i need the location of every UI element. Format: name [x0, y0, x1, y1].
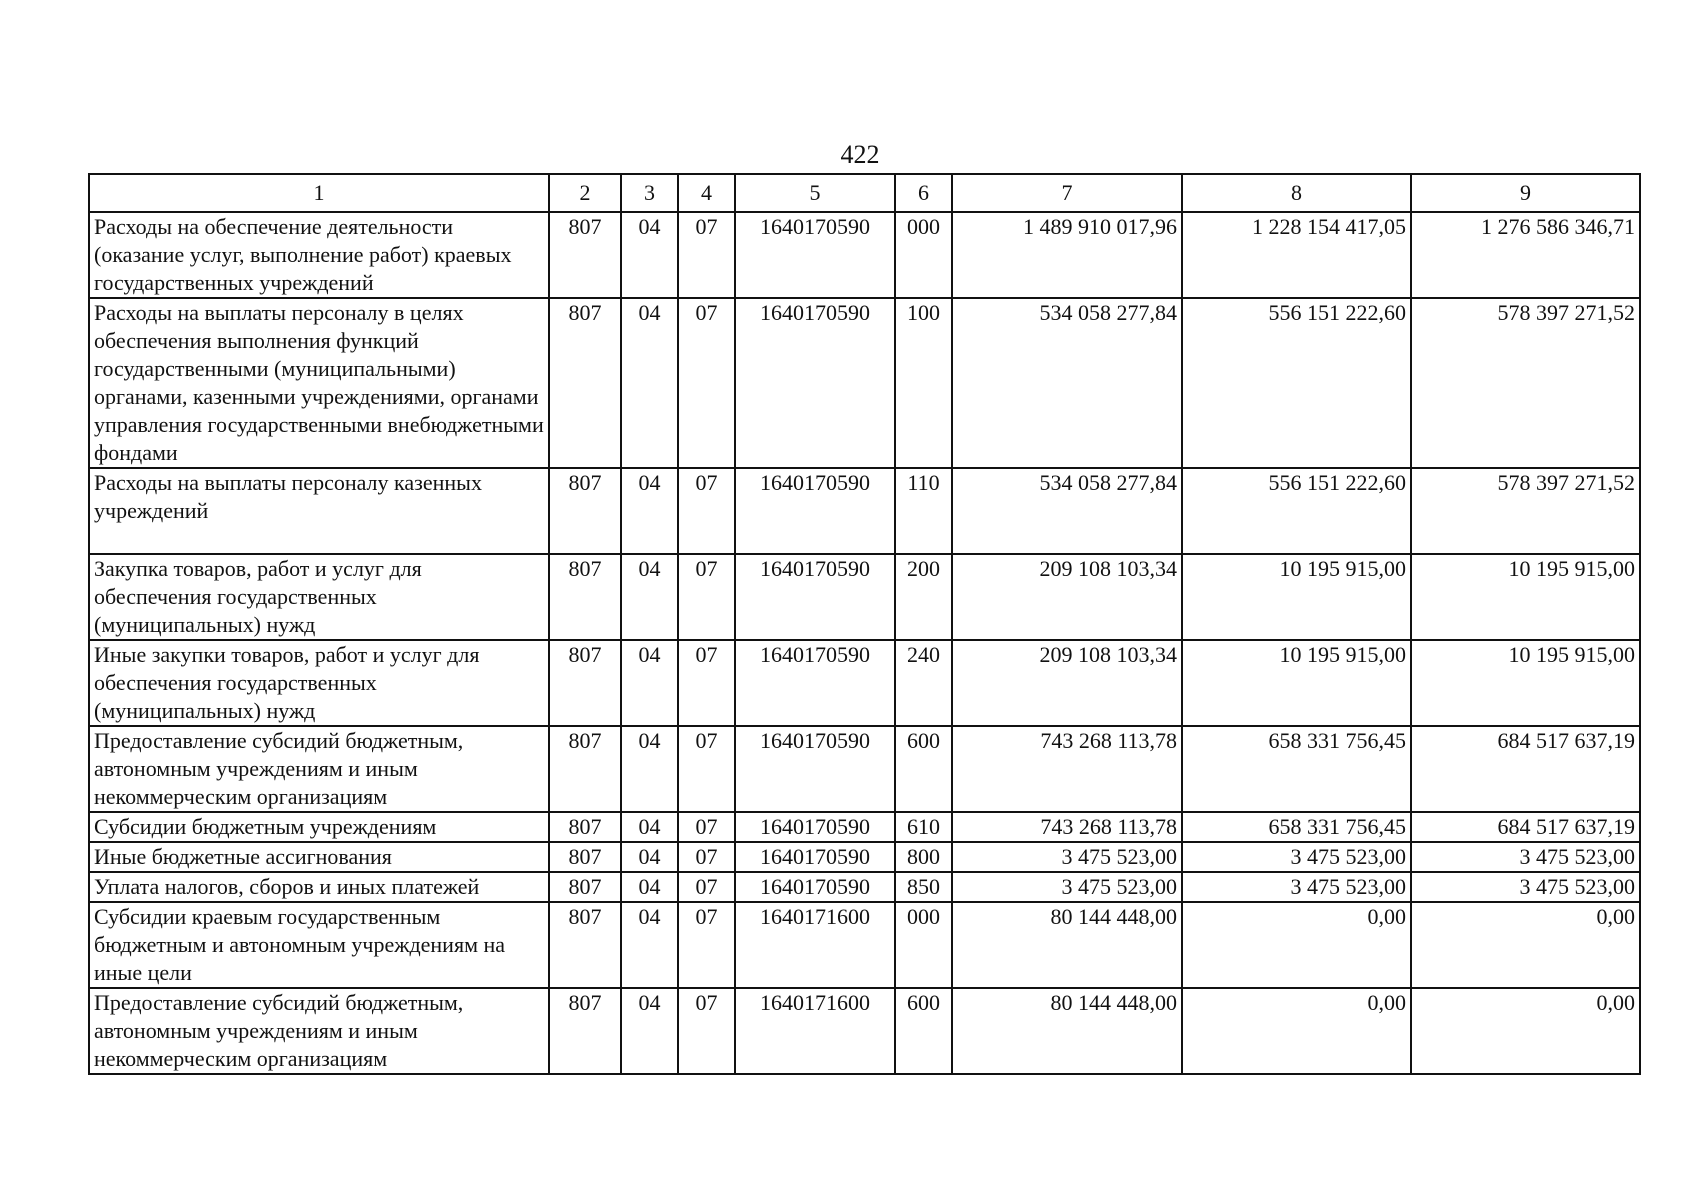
target-article-code: 1640170590	[735, 726, 895, 812]
target-article-code: 1640170590	[735, 640, 895, 726]
amount-col7: 534 058 277,84	[952, 468, 1182, 554]
section-code: 04	[621, 212, 678, 298]
amount-col9: 578 397 271,52	[1411, 298, 1640, 468]
column-header: 9	[1411, 174, 1640, 212]
column-header: 2	[549, 174, 621, 212]
amount-col8: 658 331 756,45	[1182, 812, 1411, 842]
table-row	[89, 726, 1640, 812]
amount-col8: 0,00	[1182, 988, 1411, 1074]
expense-type-code: 600	[895, 726, 952, 812]
target-article-code: 1640170590	[735, 842, 895, 872]
subsection-code: 07	[678, 298, 735, 468]
table-row	[89, 902, 1640, 988]
subsection-code: 07	[678, 726, 735, 812]
table-row	[89, 842, 1640, 872]
subsection-code: 07	[678, 212, 735, 298]
expense-type-code: 200	[895, 554, 952, 640]
target-article-code: 1640171600	[735, 988, 895, 1074]
expense-type-code: 000	[895, 902, 952, 988]
amount-col9: 1 276 586 346,71	[1411, 212, 1640, 298]
amount-col8: 3 475 523,00	[1182, 842, 1411, 872]
amount-col7: 3 475 523,00	[952, 872, 1182, 902]
amount-col9: 684 517 637,19	[1411, 812, 1640, 842]
expense-type-code: 110	[895, 468, 952, 554]
subsection-code: 07	[678, 872, 735, 902]
expense-type-code: 600	[895, 988, 952, 1074]
ministry-code: 807	[549, 872, 621, 902]
ministry-code: 807	[549, 812, 621, 842]
amount-col9: 0,00	[1411, 988, 1640, 1074]
amount-col8: 0,00	[1182, 902, 1411, 988]
ministry-code: 807	[549, 298, 621, 468]
budget-table	[88, 173, 1641, 1075]
row-description: Иные бюджетные ассигнования	[89, 842, 549, 872]
target-article-code: 1640170590	[735, 872, 895, 902]
subsection-code: 07	[678, 468, 735, 554]
amount-col9: 0,00	[1411, 902, 1640, 988]
section-code: 04	[621, 468, 678, 554]
section-code: 04	[621, 640, 678, 726]
ministry-code: 807	[549, 468, 621, 554]
column-header: 6	[895, 174, 952, 212]
amount-col7: 209 108 103,34	[952, 640, 1182, 726]
column-header: 4	[678, 174, 735, 212]
column-header: 1	[89, 174, 549, 212]
section-code: 04	[621, 554, 678, 640]
expense-type-code: 000	[895, 212, 952, 298]
column-header: 7	[952, 174, 1182, 212]
amount-col7: 3 475 523,00	[952, 842, 1182, 872]
column-header: 8	[1182, 174, 1411, 212]
amount-col8: 658 331 756,45	[1182, 726, 1411, 812]
amount-col7: 743 268 113,78	[952, 726, 1182, 812]
amount-col9: 684 517 637,19	[1411, 726, 1640, 812]
target-article-code: 1640170590	[735, 212, 895, 298]
amount-col8: 10 195 915,00	[1182, 640, 1411, 726]
expense-type-code: 800	[895, 842, 952, 872]
target-article-code: 1640170590	[735, 554, 895, 640]
amount-col9: 3 475 523,00	[1411, 872, 1640, 902]
table-row	[89, 812, 1640, 842]
amount-col7: 743 268 113,78	[952, 812, 1182, 842]
amount-col9: 10 195 915,00	[1411, 640, 1640, 726]
table-header-row	[89, 174, 1640, 212]
row-description: Субсидии бюджетным учреждениям	[89, 812, 549, 842]
amount-col8: 3 475 523,00	[1182, 872, 1411, 902]
amount-col9: 3 475 523,00	[1411, 842, 1640, 872]
amount-col8: 556 151 222,60	[1182, 298, 1411, 468]
table-row	[89, 212, 1640, 298]
amount-col7: 80 144 448,00	[952, 902, 1182, 988]
ministry-code: 807	[549, 212, 621, 298]
column-header: 3	[621, 174, 678, 212]
amount-col7: 534 058 277,84	[952, 298, 1182, 468]
table-row	[89, 988, 1640, 1074]
table-row	[89, 872, 1640, 902]
section-code: 04	[621, 872, 678, 902]
ministry-code: 807	[549, 554, 621, 640]
target-article-code: 1640170590	[735, 468, 895, 554]
table-row	[89, 554, 1640, 640]
subsection-code: 07	[678, 988, 735, 1074]
amount-col7: 209 108 103,34	[952, 554, 1182, 640]
target-article-code: 1640170590	[735, 298, 895, 468]
table-row	[89, 640, 1640, 726]
target-article-code: 1640170590	[735, 812, 895, 842]
subsection-code: 07	[678, 812, 735, 842]
ministry-code: 807	[549, 842, 621, 872]
subsection-code: 07	[678, 902, 735, 988]
row-description: Расходы на выплаты персоналу казенных учреждений	[89, 468, 549, 554]
table-row	[89, 468, 1640, 554]
amount-col9: 578 397 271,52	[1411, 468, 1640, 554]
target-article-code: 1640171600	[735, 902, 895, 988]
row-description: Иные закупки товаров, работ и услуг для обеспечения государственных (муниципальных) нужд	[89, 640, 549, 726]
amount-col8: 1 228 154 417,05	[1182, 212, 1411, 298]
section-code: 04	[621, 988, 678, 1074]
section-code: 04	[621, 812, 678, 842]
row-description: Субсидии краевым государственным бюджетным и автономным учреждениям на иные цели	[89, 902, 549, 988]
row-description: Предоставление субсидий бюджетным, автономным учреждениям и иным некоммерческим организациям	[89, 988, 549, 1074]
subsection-code: 07	[678, 554, 735, 640]
amount-col9: 10 195 915,00	[1411, 554, 1640, 640]
subsection-code: 07	[678, 640, 735, 726]
page-number: 422	[840, 140, 880, 169]
row-description: Расходы на выплаты персоналу в целях обеспечения выполнения функций государственными (муниципальными) органами, казенными учреждениями, органами управления государственными внебюджетными фондами	[89, 298, 549, 468]
expense-type-code: 850	[895, 872, 952, 902]
expense-type-code: 610	[895, 812, 952, 842]
amount-col8: 10 195 915,00	[1182, 554, 1411, 640]
row-description: Расходы на обеспечение деятельности (оказание услуг, выполнение работ) краевых государственных учреждений	[89, 212, 549, 298]
amount-col7: 80 144 448,00	[952, 988, 1182, 1074]
expense-type-code: 240	[895, 640, 952, 726]
amount-col8: 556 151 222,60	[1182, 468, 1411, 554]
section-code: 04	[621, 842, 678, 872]
expense-type-code: 100	[895, 298, 952, 468]
section-code: 04	[621, 902, 678, 988]
amount-col7: 1 489 910 017,96	[952, 212, 1182, 298]
section-code: 04	[621, 298, 678, 468]
ministry-code: 807	[549, 726, 621, 812]
ministry-code: 807	[549, 988, 621, 1074]
ministry-code: 807	[549, 902, 621, 988]
row-description: Уплата налогов, сборов и иных платежей	[89, 872, 549, 902]
section-code: 04	[621, 726, 678, 812]
subsection-code: 07	[678, 842, 735, 872]
row-description: Предоставление субсидий бюджетным, автономным учреждениям и иным некоммерческим организациям	[89, 726, 549, 812]
column-header: 5	[735, 174, 895, 212]
table-row	[89, 298, 1640, 468]
ministry-code: 807	[549, 640, 621, 726]
row-description: Закупка товаров, работ и услуг для обеспечения государственных (муниципальных) нужд	[89, 554, 549, 640]
